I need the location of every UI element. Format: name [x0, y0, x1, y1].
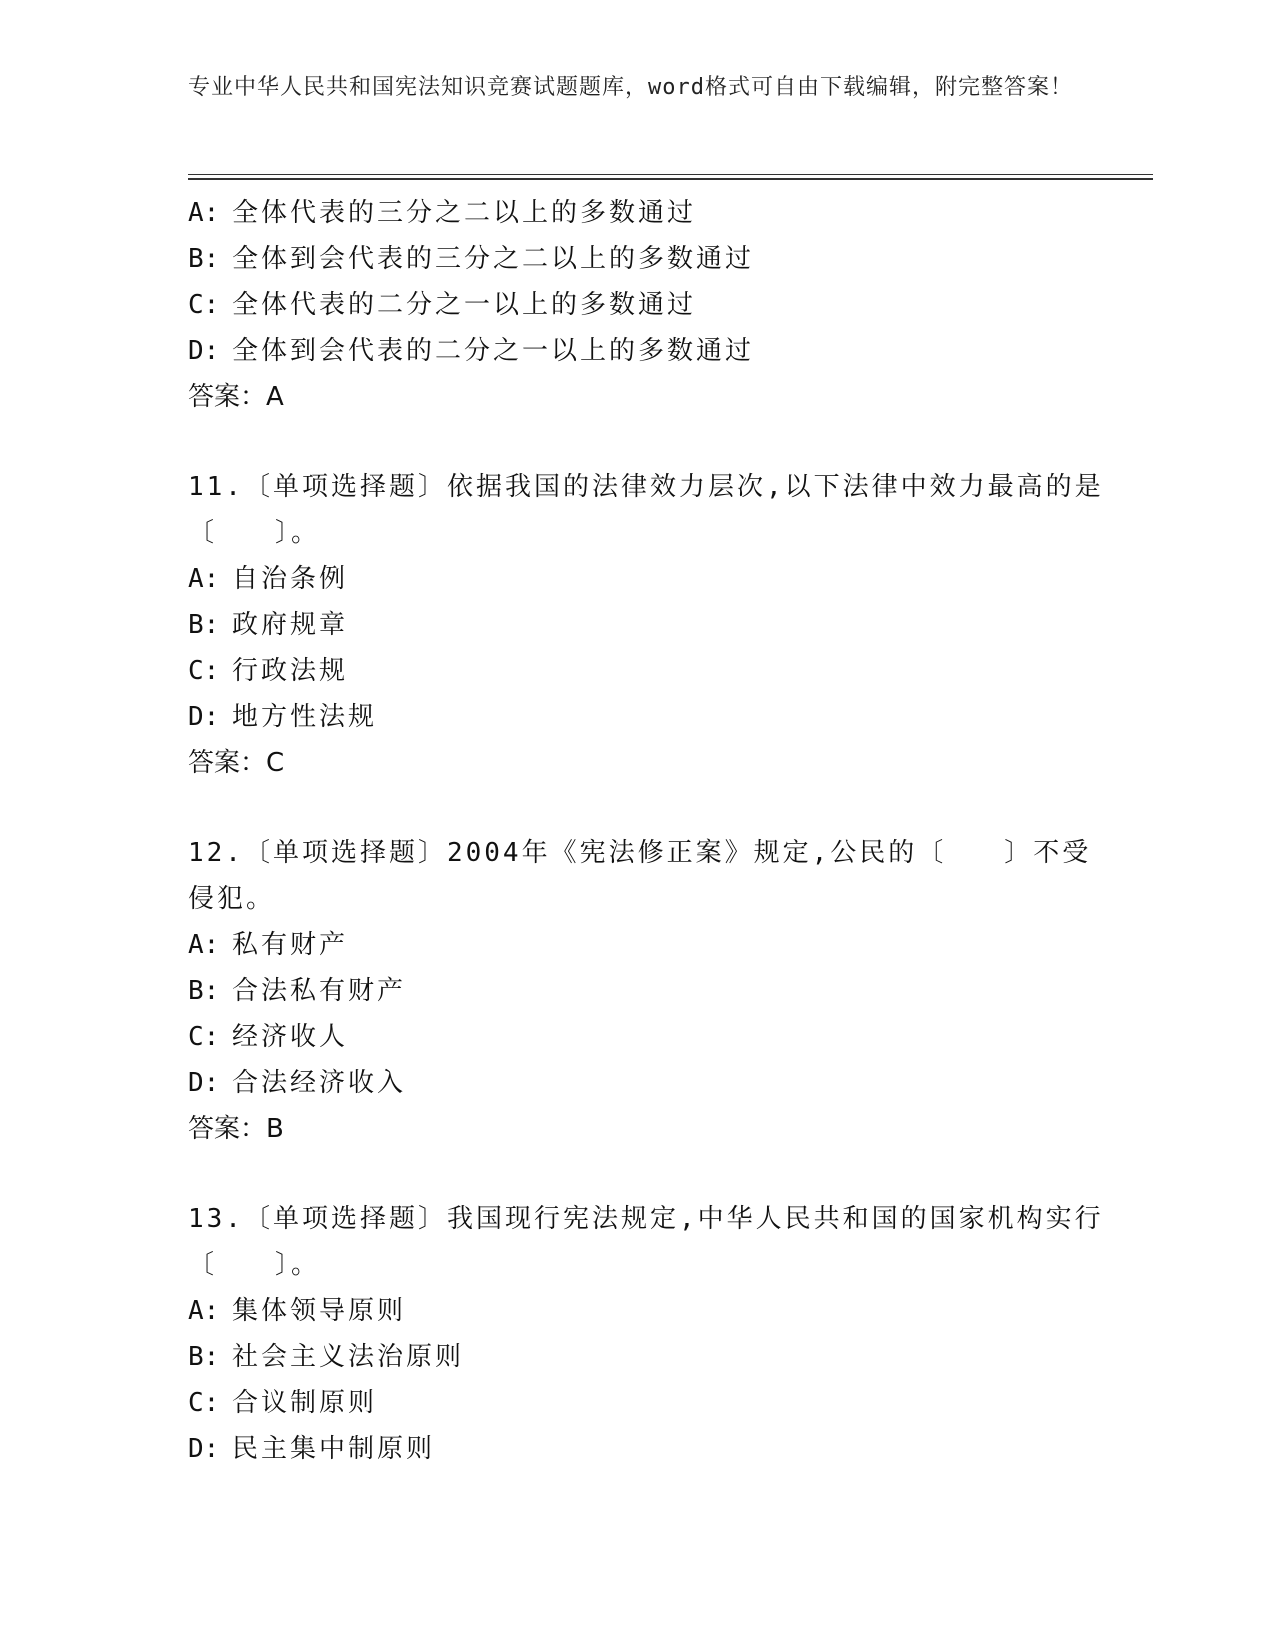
option-label: A: — [188, 1296, 220, 1326]
question-list — [188, 190, 1118, 1472]
option-label: B: — [188, 610, 220, 640]
option-a — [188, 190, 1118, 236]
option-text: 合法私有财产 — [232, 976, 407, 1006]
option-c — [188, 1014, 1118, 1060]
option-label: D: — [188, 1434, 220, 1464]
option-label: B: — [188, 1342, 220, 1372]
option-text: 地方性法规 — [232, 702, 378, 732]
question-title: 12.〔单项选择题〕2004年《宪法修正案》规定,公民的〔 〕不受侵犯。 — [188, 838, 1092, 914]
option-text: 民主集中制原则 — [232, 1434, 436, 1464]
option-b — [188, 968, 1118, 1014]
answer-line: 答案：B — [188, 1114, 284, 1144]
document-header: 专业中华人民共和国宪法知识竞赛试题题库，word格式可自由下载编辑，附完整答案！ — [188, 75, 1073, 100]
option-label: A: — [188, 930, 220, 960]
option-b — [188, 602, 1118, 648]
question-block-13 — [188, 1196, 1118, 1472]
option-label: D: — [188, 1068, 220, 1098]
option-c — [188, 282, 1118, 328]
option-a — [188, 922, 1118, 968]
header-rule-thin — [188, 174, 1153, 175]
question-block-10 — [188, 190, 1118, 420]
option-text: 自治条例 — [232, 564, 349, 594]
question-title: 11.〔单项选择题〕依据我国的法律效力层次,以下法律中效力最高的是〔 〕。 — [188, 472, 1104, 548]
option-text: 全体到会代表的三分之二以上的多数通过 — [232, 244, 755, 274]
option-a — [188, 1288, 1118, 1334]
option-label: B: — [188, 244, 220, 274]
option-text: 社会主义法治原则 — [232, 1342, 465, 1372]
option-label: D: — [188, 702, 220, 732]
option-d — [188, 1060, 1118, 1106]
answer-line: 答案：C — [188, 748, 285, 778]
option-label: D: — [188, 336, 220, 366]
question-block-12 — [188, 830, 1118, 1152]
option-c — [188, 648, 1118, 694]
option-label: C: — [188, 656, 220, 686]
option-label: C: — [188, 1022, 220, 1052]
option-text: 全体代表的二分之一以上的多数通过 — [232, 290, 697, 320]
header-rule-thick — [188, 178, 1153, 180]
option-b — [188, 1334, 1118, 1380]
option-c — [188, 1380, 1118, 1426]
option-d — [188, 694, 1118, 740]
option-label: C: — [188, 290, 220, 320]
option-text: 私有财产 — [232, 930, 349, 960]
option-text: 行政法规 — [232, 656, 349, 686]
option-a — [188, 556, 1118, 602]
option-label: A: — [188, 198, 220, 228]
option-d — [188, 328, 1118, 374]
option-text: 合议制原则 — [232, 1388, 378, 1418]
option-text: 政府规章 — [232, 610, 349, 640]
question-block-11 — [188, 464, 1118, 786]
option-text: 全体代表的三分之二以上的多数通过 — [232, 198, 697, 228]
option-text: 全体到会代表的二分之一以上的多数通过 — [232, 336, 755, 366]
option-b — [188, 236, 1118, 282]
question-title: 13.〔单项选择题〕我国现行宪法规定,中华人民共和国的国家机构实行〔 〕。 — [188, 1204, 1104, 1280]
option-text: 合法经济收入 — [232, 1068, 407, 1098]
option-text: 集体领导原则 — [232, 1296, 407, 1326]
option-label: A: — [188, 564, 220, 594]
option-d — [188, 1426, 1118, 1472]
answer-line: 答案：A — [188, 382, 284, 412]
option-text: 经济收人 — [232, 1022, 349, 1052]
option-label: C: — [188, 1388, 220, 1418]
option-label: B: — [188, 976, 220, 1006]
